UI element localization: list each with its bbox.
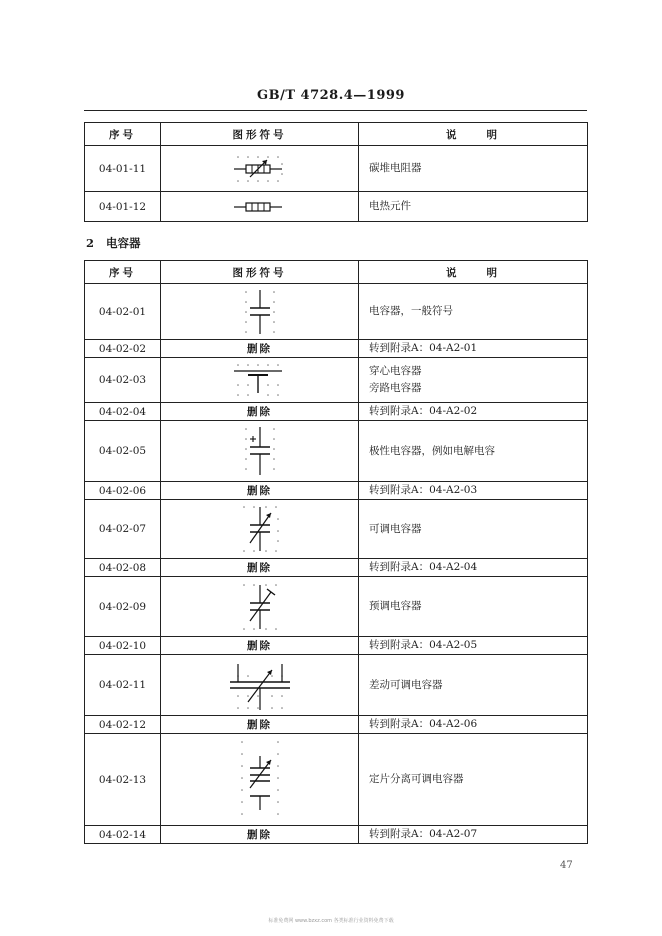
split-stator-variable-capacitor-icon xyxy=(236,738,284,822)
symbol-cell xyxy=(161,284,359,340)
row-description: 碳堆电阻器 xyxy=(359,146,588,192)
row-id: 04-02-04 xyxy=(85,403,161,421)
capacitor-general-icon xyxy=(242,288,278,336)
row-id: 04-02-02 xyxy=(85,340,161,358)
deleted-label: 删除 xyxy=(161,826,359,844)
row-description: 转到附录A：04-A2-06 xyxy=(359,716,588,734)
column-header-id: 序号 xyxy=(85,261,161,284)
row-description: 转到附录A：04-A2-03 xyxy=(359,482,588,500)
row-id: 04-02-06 xyxy=(85,482,161,500)
table-row xyxy=(85,559,588,577)
deleted-label: 删除 xyxy=(161,559,359,577)
table-row xyxy=(85,146,588,192)
row-id: 04-02-11 xyxy=(85,655,161,716)
variable-capacitor-icon xyxy=(238,503,282,555)
header-rule xyxy=(84,110,587,111)
column-header-description: 说 明 xyxy=(359,261,588,284)
table-row xyxy=(85,734,588,826)
table-row xyxy=(85,340,588,358)
row-id: 04-01-12 xyxy=(85,192,161,222)
row-id: 04-02-10 xyxy=(85,637,161,655)
row-id: 04-02-03 xyxy=(85,358,161,403)
row-id: 04-02-01 xyxy=(85,284,161,340)
row-description: 电热元件 xyxy=(359,192,588,222)
row-id: 04-02-14 xyxy=(85,826,161,844)
deleted-label: 删除 xyxy=(161,482,359,500)
deleted-label: 删除 xyxy=(161,340,359,358)
differential-variable-capacitor-icon xyxy=(228,658,292,712)
table-row xyxy=(85,284,588,340)
deleted-label: 删除 xyxy=(161,716,359,734)
table-row xyxy=(85,358,588,403)
table-row xyxy=(85,482,588,500)
row-description: 差动可调电容器 xyxy=(359,655,588,716)
table-row xyxy=(85,655,588,716)
row-description: 转到附录A：04-A2-05 xyxy=(359,637,588,655)
symbol-cell xyxy=(161,655,359,716)
section-number: 2 xyxy=(86,236,95,250)
row-id: 04-01-11 xyxy=(85,146,161,192)
section-heading: 电容器 xyxy=(106,236,141,250)
symbol-cell xyxy=(161,421,359,482)
table-row xyxy=(85,826,588,844)
table-row xyxy=(85,500,588,559)
symbol-table-capacitors xyxy=(84,260,588,844)
row-description: 转到附录A：04-A2-01 xyxy=(359,340,588,358)
row-id: 04-02-13 xyxy=(85,734,161,826)
table-header-row xyxy=(85,261,588,284)
column-header-symbol: 图形符号 xyxy=(161,261,359,284)
row-description: 极性电容器，例如电解电容 xyxy=(359,421,588,482)
table-row xyxy=(85,403,588,421)
symbol-cell xyxy=(161,192,359,222)
row-description: 穿心电容器 旁路电容器 xyxy=(359,358,588,403)
row-description: 定片分离可调电容器 xyxy=(359,734,588,826)
row-description: 转到附录A：04-A2-07 xyxy=(359,826,588,844)
row-description: 转到附录A：04-A2-04 xyxy=(359,559,588,577)
table-row xyxy=(85,192,588,222)
row-description: 可调电容器 xyxy=(359,500,588,559)
symbol-cell xyxy=(161,358,359,403)
carbon-pile-resistor-icon xyxy=(232,152,288,186)
deleted-label: 删除 xyxy=(161,637,359,655)
symbol-cell xyxy=(161,146,359,192)
standard-code: GB/T 4728.4—1999 xyxy=(257,88,405,103)
row-description: 电容器，一般符号 xyxy=(359,284,588,340)
symbol-cell xyxy=(161,734,359,826)
section-title xyxy=(86,235,153,251)
column-header-symbol: 图形符号 xyxy=(161,123,359,146)
row-description: 转到附录A：04-A2-02 xyxy=(359,403,588,421)
row-description: 预调电容器 xyxy=(359,577,588,637)
symbol-cell xyxy=(161,577,359,637)
row-id: 04-02-08 xyxy=(85,559,161,577)
row-id: 04-02-12 xyxy=(85,716,161,734)
symbol-table-resistors xyxy=(84,122,588,222)
heating-element-icon xyxy=(232,197,288,217)
table-row xyxy=(85,637,588,655)
polarized-capacitor-icon xyxy=(242,425,278,477)
table-row xyxy=(85,421,588,482)
page-number: 47 xyxy=(560,860,573,871)
feed-through-capacitor-icon xyxy=(232,361,288,399)
row-id: 04-02-05 xyxy=(85,421,161,482)
deleted-label: 删除 xyxy=(161,403,359,421)
symbol-cell xyxy=(161,500,359,559)
row-id: 04-02-09 xyxy=(85,577,161,637)
footer-watermark: 标准免费网 www.bzxz.com 各类标准行业资料免费下载 xyxy=(268,918,394,924)
preset-capacitor-icon xyxy=(238,581,282,633)
table-row xyxy=(85,577,588,637)
table-header-row xyxy=(85,123,588,146)
row-id: 04-02-07 xyxy=(85,500,161,559)
column-header-description: 说 明 xyxy=(359,123,588,146)
table-row xyxy=(85,716,588,734)
column-header-id: 序号 xyxy=(85,123,161,146)
